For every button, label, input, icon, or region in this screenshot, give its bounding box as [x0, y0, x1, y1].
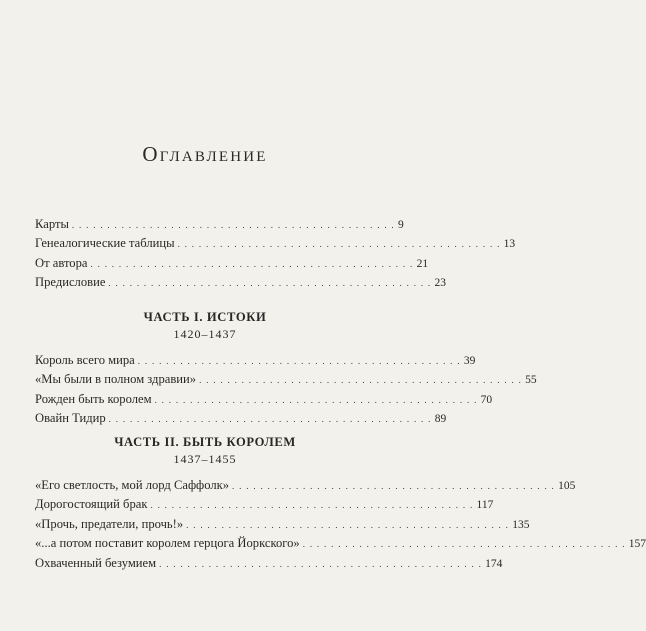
toc-entry-label: «Мы были в полном здравии»: [35, 372, 197, 387]
toc-entry-label: Рожден быть королем: [35, 391, 152, 406]
toc-page-number: 9: [397, 219, 404, 231]
toc-entry: [35, 215, 404, 234]
part-years: 1420–1437: [173, 327, 237, 341]
dot-leader: . . . . . . . . . . . . . . . . . . . . . . . . . . . . . . . . . . . . . . . . . . . . . .: [186, 519, 510, 530]
toc-entry-label: Охваченный безумием: [35, 555, 157, 570]
dot-leader: . . . . . . . . . . . . . . . . . . . . . . . . . . . . . . . . . . . . . . . . . . . . . .: [177, 239, 501, 250]
part-heading: ЧАСТЬ II. БЫТЬ КОРОЛЕМ: [114, 435, 296, 449]
toc-entry: [35, 515, 530, 534]
part-heading: ЧАСТЬ I. ИСТОКИ: [143, 310, 267, 324]
toc-entry-label: Генеалогические таблицы: [35, 236, 175, 251]
toc-entry: [35, 273, 446, 292]
toc-entry-label: Карты: [35, 217, 69, 231]
toc-page-number: 13: [503, 238, 516, 251]
toc-entry: [35, 234, 516, 253]
toc-entry: [35, 370, 537, 389]
front-matter-list: [35, 215, 516, 293]
toc-page-number: 89: [434, 413, 447, 426]
toc-page-number: 70: [480, 393, 493, 406]
dot-leader: . . . . . . . . . . . . . . . . . . . . . . . . . . . . . . . . . . . . . . . . . . . . . .: [108, 414, 432, 425]
toc-entry: [35, 351, 476, 370]
part-1-section: [35, 309, 537, 429]
toc-entry-label: «...а потом поставит королем герцога Йоркского»: [35, 536, 300, 551]
toc-entry-label: Овайн Тидир: [35, 411, 106, 426]
dot-leader: . . . . . . . . . . . . . . . . . . . . . . . . . . . . . . . . . . . . . . . . . . . . . .: [302, 539, 626, 550]
toc-entry: [35, 534, 646, 553]
toc-entry: [35, 476, 576, 495]
toc-page-number: 55: [525, 374, 537, 387]
dot-leader: . . . . . . . . . . . . . . . . . . . . . . . . . . . . . . . . . . . . . . . . . . . . . .: [90, 258, 414, 269]
dot-leader: . . . . . . . . . . . . . . . . . . . . . . . . . . . . . . . . . . . . . . . . . . . . . .: [232, 481, 556, 491]
part-2-section: [35, 434, 646, 573]
toc-page-number: 105: [558, 480, 576, 492]
dot-leader: . . . . . . . . . . . . . . . . . . . . . . . . . . . . . . . . . . . . . . . . . . . . . .: [137, 356, 461, 366]
toc-page-number: 157: [628, 538, 646, 551]
toc-page-number: 117: [476, 499, 494, 512]
toc-page-number: 39: [463, 355, 476, 367]
toc-entry-label: «Его светлость, мой лорд Саффолк»: [35, 478, 230, 492]
toc-entry: [35, 495, 494, 514]
toc-entry: [35, 409, 447, 428]
toc-page-number: 174: [485, 557, 503, 570]
toc-page-number: 23: [434, 277, 446, 290]
dot-leader: . . . . . . . . . . . . . . . . . . . . . . . . . . . . . . . . . . . . . . . . . . . . . .: [159, 558, 483, 569]
dot-leader: . . . . . . . . . . . . . . . . . . . . . . . . . . . . . . . . . . . . . . . . . . . . . .: [154, 394, 478, 405]
toc-entry: [35, 390, 493, 409]
dot-leader: . . . . . . . . . . . . . . . . . . . . . . . . . . . . . . . . . . . . . . . . . . . . . .: [71, 220, 395, 230]
toc-page-number: 135: [512, 518, 530, 531]
dot-leader: . . . . . . . . . . . . . . . . . . . . . . . . . . . . . . . . . . . . . . . . . . . . . .: [108, 278, 432, 289]
part-years: 1437–1455: [173, 452, 237, 466]
toc-entry-label: Король всего мира: [35, 353, 135, 367]
toc-entry: [35, 254, 429, 273]
toc-page-number: 21: [416, 257, 429, 270]
toc-entry: [35, 554, 503, 573]
page-title: Оглавление: [142, 142, 268, 166]
toc-entry-label: От автора: [35, 255, 88, 270]
toc-entry-label: «Прочь, предатели, прочь!»: [35, 516, 184, 531]
dot-leader: . . . . . . . . . . . . . . . . . . . . . . . . . . . . . . . . . . . . . . . . . . . . . .: [199, 375, 523, 386]
dot-leader: . . . . . . . . . . . . . . . . . . . . . . . . . . . . . . . . . . . . . . . . . . . . . .: [150, 500, 474, 511]
toc-entry-label: Дорогостоящий брак: [35, 497, 148, 512]
toc-entry-label: Предисловие: [35, 275, 106, 290]
